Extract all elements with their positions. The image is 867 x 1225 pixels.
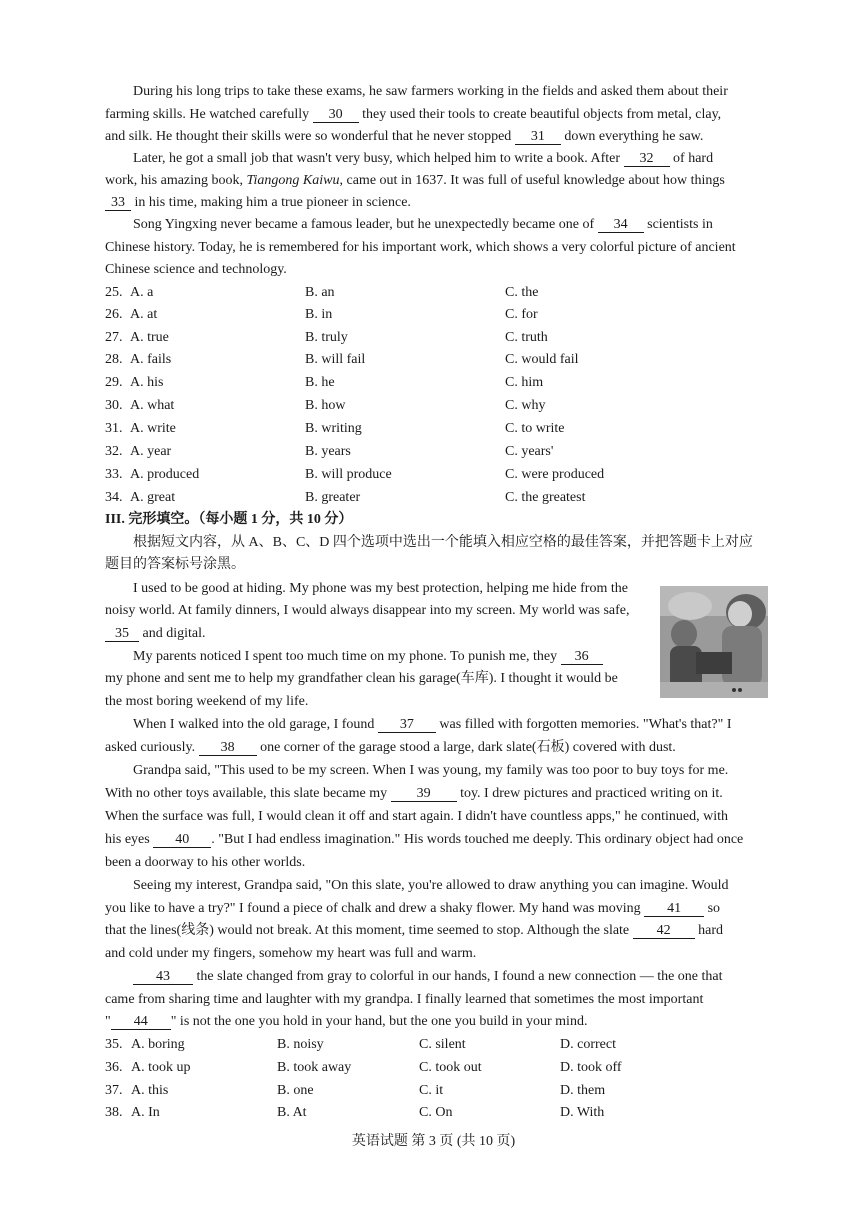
option-a: A. this [131,1083,169,1098]
blank-33: 33 [105,195,131,211]
option-a: A. great [130,490,176,505]
blank-34: 34 [598,217,644,233]
option-c: C. the [505,285,539,300]
passage-line: my phone and sent me to help my grandfather clean his garage(车库). I thought it would be [105,671,618,686]
option-c: C. it [419,1083,444,1098]
option-b: B. years [305,444,351,459]
option-c: C. the greatest [505,490,586,505]
option-b: B. in [305,307,333,322]
blank-40: 40 [153,832,211,848]
passage-line: his eyes 40 . "But I had endless imagination." His words touched me deeply. This ordinary object had once [105,832,744,847]
blank-38: 38 [199,740,257,756]
question-number: 38. [105,1105,123,1120]
option-d: D. took off [560,1060,622,1075]
passage-line: Song Yingxing never became a famous leader, but he unexpectedly became one of 34 scientists in [133,217,713,232]
passage-line: came from sharing time and laughter with my grandpa. I finally learned that sometimes the most important [105,992,704,1007]
question-number: 27. [105,330,123,345]
option-b: B. took away [277,1060,352,1075]
blank-36: 36 [561,649,603,665]
blank-35: 35 [105,626,139,642]
question-number: 25. [105,285,123,300]
option-b: B. At [277,1105,307,1120]
question-number: 33. [105,467,123,482]
passage-line: My parents noticed I spent too much time on my phone. To punish me, they 36 [133,648,603,666]
passage-line: work, his amazing book, Tiangong Kaiwu, came out in 1637. It was full of useful knowledge about how things [105,173,725,188]
option-c: C. for [505,307,538,322]
passage-line: I used to be good at hiding. My phone was my best protection, helping me hide from the [133,581,628,596]
option-a: A. at [130,307,158,322]
passage-line: Chinese science and technology. [105,262,287,277]
passage-line: 43 the slate changed from gray to colorful in our hands, I found a new connection — the one that [133,968,723,986]
passage-line: asked curiously. 38 one corner of the garage stood a large, dark slate(石板) covered with dust. [105,740,676,755]
option-a: A. true [130,330,169,345]
passage-line: the most boring weekend of my life. [105,694,309,709]
question-number: 32. [105,444,123,459]
blank-31: 31 [515,129,561,145]
passage-line: Later, he got a small job that wasn't very busy, which helped him to write a book. After 32 of hard [133,151,714,166]
passage-line: With no other toys available, this slate became my 39 toy. I drew pictures and practiced writing on it. [105,786,723,801]
question-number: 35. [105,1037,123,1052]
question-number: 34. [105,490,123,505]
question-number: 36. [105,1060,123,1075]
option-b: B. will fail [305,352,366,367]
option-c: C. years' [505,444,554,459]
option-c: C. to write [505,421,565,436]
blank-30: 30 [313,107,359,123]
option-c: C. would fail [505,352,579,367]
passage-line: When I walked into the old garage, I found 37 was filled with forgotten memories. "What's that?" I [133,717,732,732]
option-c: C. truth [505,330,548,345]
option-a: A. his [130,375,164,390]
page-footer: 英语试题 第 3 页 (共 10 页) [351,1134,516,1149]
passage-line: been a doorway to his other worlds. [105,855,306,870]
blank-39: 39 [391,786,457,802]
passage-line: Chinese history. Today, he is remembered for his important work, which shows a very colorful picture of ancient [105,240,736,255]
passage-line: During his long trips to take these exams, he saw farmers working in the fields and asked them about their [133,84,728,99]
section-heading: III. 完形填空。（每小题 1 分，共 10 分） [105,512,353,527]
option-b: B. greater [305,490,361,505]
option-b: B. how [305,398,346,413]
passage-line: that the lines(线条) would not break. At this moment, time seemed to stop. Although the slate 42 hard [105,923,724,938]
option-b: B. writing [305,421,362,436]
option-a: A. a [130,285,154,300]
section-instructions: 根据短文内容，从 A、B、C、D 四个选项中选出一个能填入相应空格的最佳答案，并把答题卡上对应 [133,535,753,550]
option-d: D. them [560,1083,606,1098]
option-a: A. write [130,421,176,436]
blank-42: 42 [633,923,695,939]
blank-44: 44 [111,1014,171,1030]
question-number: 26. [105,307,123,322]
section-instructions: 题目的答案标号涂黑。 [105,557,245,572]
grandpa-child-photo [660,586,768,698]
option-c: C. him [505,375,544,390]
option-d: D. correct [560,1037,616,1052]
option-c: C. why [505,398,546,413]
option-c: C. silent [419,1037,466,1052]
blank-43: 43 [133,969,193,985]
question-number: 28. [105,352,123,367]
option-c: C. took out [419,1060,482,1075]
passage-line: 33 in his time, making him a true pioneer in science. [105,194,411,212]
question-number: 31. [105,421,123,436]
option-a: A. took up [131,1060,191,1075]
question-number: 30. [105,398,123,413]
passage-line: When the surface was full, I would clean it off and start again. I didn't have countless apps," he continued, with [105,809,729,824]
passage-line: Grandpa said, "This used to be my screen. When I was young, my family was too poor to buy toys for me. [133,763,729,778]
option-c: C. were produced [505,467,605,482]
option-a: A. year [130,444,172,459]
blank-32: 32 [624,151,670,167]
passage-line: Seeing my interest, Grandpa said, "On this slate, you're allowed to draw anything you can imagine. Would [133,878,729,893]
option-b: B. he [305,375,335,390]
option-a: A. fails [130,352,172,367]
option-b: B. noisy [277,1037,324,1052]
passage-line: farming skills. He watched carefully 30 they used their tools to create beautiful objects from metal, clay, [105,107,722,122]
blank-41: 41 [644,901,704,917]
passage-line: you like to have a try?" I found a piece of chalk and drew a shaky flower. My hand was moving 41 so [105,901,721,916]
passage-line: and cold under my fingers, somehow my heart was full and warm. [105,946,477,961]
passage-line: 35 and digital. [105,625,206,643]
option-d: D. With [560,1105,605,1120]
option-a: A. what [130,398,175,413]
passage-line: and silk. He thought their skills were so wonderful that he never stopped 31 down everything he saw. [105,129,704,144]
option-a: A. produced [130,467,200,482]
option-c: C. On [419,1105,453,1120]
option-b: B. one [277,1083,314,1098]
option-a: A. In [131,1105,160,1120]
book-title: Tiangong Kaiwu [246,173,340,188]
option-b: B. will produce [305,467,392,482]
question-number: 29. [105,375,123,390]
passage-line: noisy world. At family dinners, I would always disappear into my screen. My world was safe, [105,603,630,618]
option-b: B. truly [305,330,348,345]
question-number: 37. [105,1083,123,1098]
blank-37: 37 [378,717,436,733]
option-a: A. boring [131,1037,185,1052]
passage-line: " 44 " is not the one you hold in your hand, but the one you build in your mind. [105,1014,588,1029]
option-b: B. an [305,285,335,300]
